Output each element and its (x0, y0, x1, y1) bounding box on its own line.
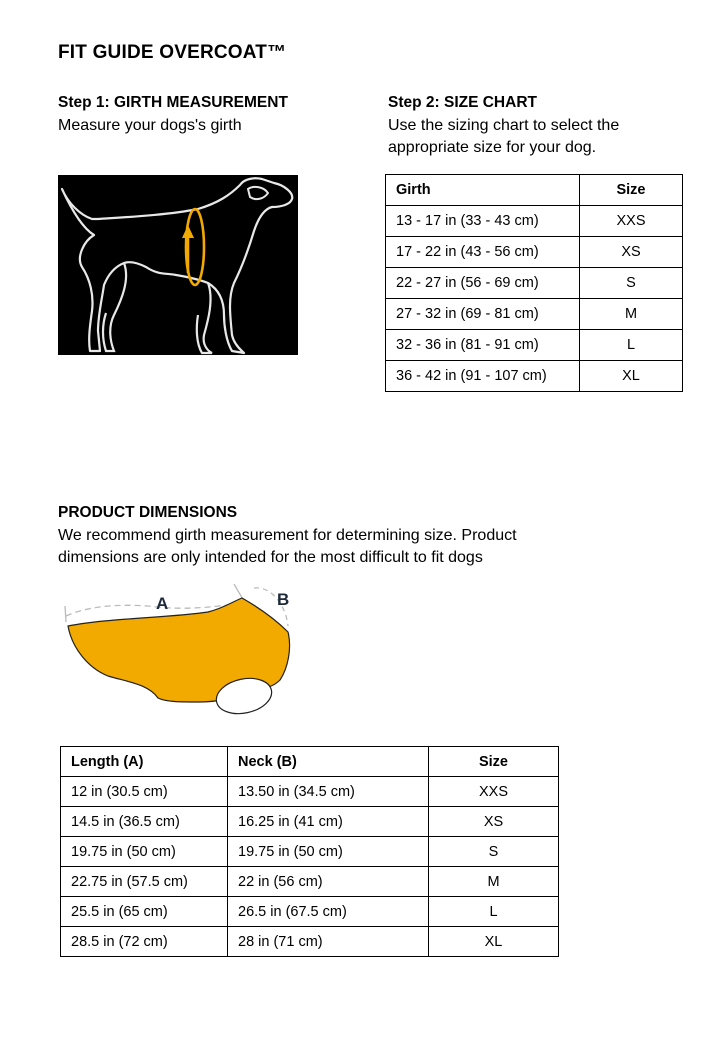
table-row (61, 837, 559, 867)
length-cell: 25.5 in (65 cm) (61, 897, 228, 927)
step1-text: Measure your dogs's girth (58, 117, 242, 134)
step2-text-line2: appropriate size for your dog. (388, 139, 597, 156)
page-title: FIT GUIDE OVERCOAT™ (58, 42, 287, 63)
size-cell: S (429, 837, 559, 867)
neck-cell: 28 in (71 cm) (228, 927, 429, 957)
length-cell: 12 in (30.5 cm) (61, 777, 228, 807)
girth-cell: 27 - 32 in (69 - 81 cm) (386, 299, 580, 330)
neck-cell: 26.5 in (67.5 cm) (228, 897, 429, 927)
dimensions-heading: PRODUCT DIMENSIONS (58, 504, 238, 521)
size-cell: XL (580, 361, 683, 392)
overcoat-diagram (58, 578, 308, 723)
neck-cell: 22 in (56 cm) (228, 867, 429, 897)
step1-heading: Step 1: GIRTH MEASUREMENT (58, 94, 288, 111)
size-cell: XS (429, 807, 559, 837)
length-cell: 19.75 in (50 cm) (61, 837, 228, 867)
label-b: B (277, 590, 290, 609)
table-row (386, 330, 683, 361)
table-header-row (386, 175, 683, 206)
table-row (61, 897, 559, 927)
neck-cell: 13.50 in (34.5 cm) (228, 777, 429, 807)
length-cell: 28.5 in (72 cm) (61, 927, 228, 957)
header-girth: Girth (386, 175, 580, 206)
label-a: A (156, 594, 169, 613)
dog-girth-diagram (58, 175, 298, 355)
overcoat-diagram-icon (58, 578, 308, 723)
size-chart-table (385, 174, 683, 392)
dimensions-table (60, 746, 559, 957)
size-cell: L (580, 330, 683, 361)
table-row (61, 927, 559, 957)
size-cell: L (429, 897, 559, 927)
header-neck: Neck (B) (228, 747, 429, 777)
table-row (386, 361, 683, 392)
table-row (61, 807, 559, 837)
table-row (386, 268, 683, 299)
header-size: Size (580, 175, 683, 206)
length-cell: 22.75 in (57.5 cm) (61, 867, 228, 897)
table-row (61, 867, 559, 897)
size-cell: XS (580, 237, 683, 268)
table-row (386, 206, 683, 237)
girth-cell: 36 - 42 in (91 - 107 cm) (386, 361, 580, 392)
dimensions-text-line2: dimensions are only intended for the most difficult to fit dogs (58, 549, 483, 566)
header-length: Length (A) (61, 747, 228, 777)
neck-cell: 16.25 in (41 cm) (228, 807, 429, 837)
size-cell: S (580, 268, 683, 299)
size-cell: M (429, 867, 559, 897)
girth-cell: 22 - 27 in (56 - 69 cm) (386, 268, 580, 299)
header-size: Size (429, 747, 559, 777)
girth-cell: 32 - 36 in (81 - 91 cm) (386, 330, 580, 361)
size-cell: M (580, 299, 683, 330)
size-cell: XL (429, 927, 559, 957)
girth-cell: 17 - 22 in (43 - 56 cm) (386, 237, 580, 268)
table-row (386, 299, 683, 330)
step2-heading: Step 2: SIZE CHART (388, 94, 537, 111)
step2-text-line1: Use the sizing chart to select the (388, 117, 620, 134)
dog-girth-diagram-icon (58, 175, 298, 355)
dimensions-text-line1: We recommend girth measurement for determining size. Product (58, 527, 517, 544)
size-cell: XXS (580, 206, 683, 237)
table-row (61, 777, 559, 807)
table-header-row (61, 747, 559, 777)
length-cell: 14.5 in (36.5 cm) (61, 807, 228, 837)
neck-cell: 19.75 in (50 cm) (228, 837, 429, 867)
table-row (386, 237, 683, 268)
size-cell: XXS (429, 777, 559, 807)
girth-cell: 13 - 17 in (33 - 43 cm) (386, 206, 580, 237)
